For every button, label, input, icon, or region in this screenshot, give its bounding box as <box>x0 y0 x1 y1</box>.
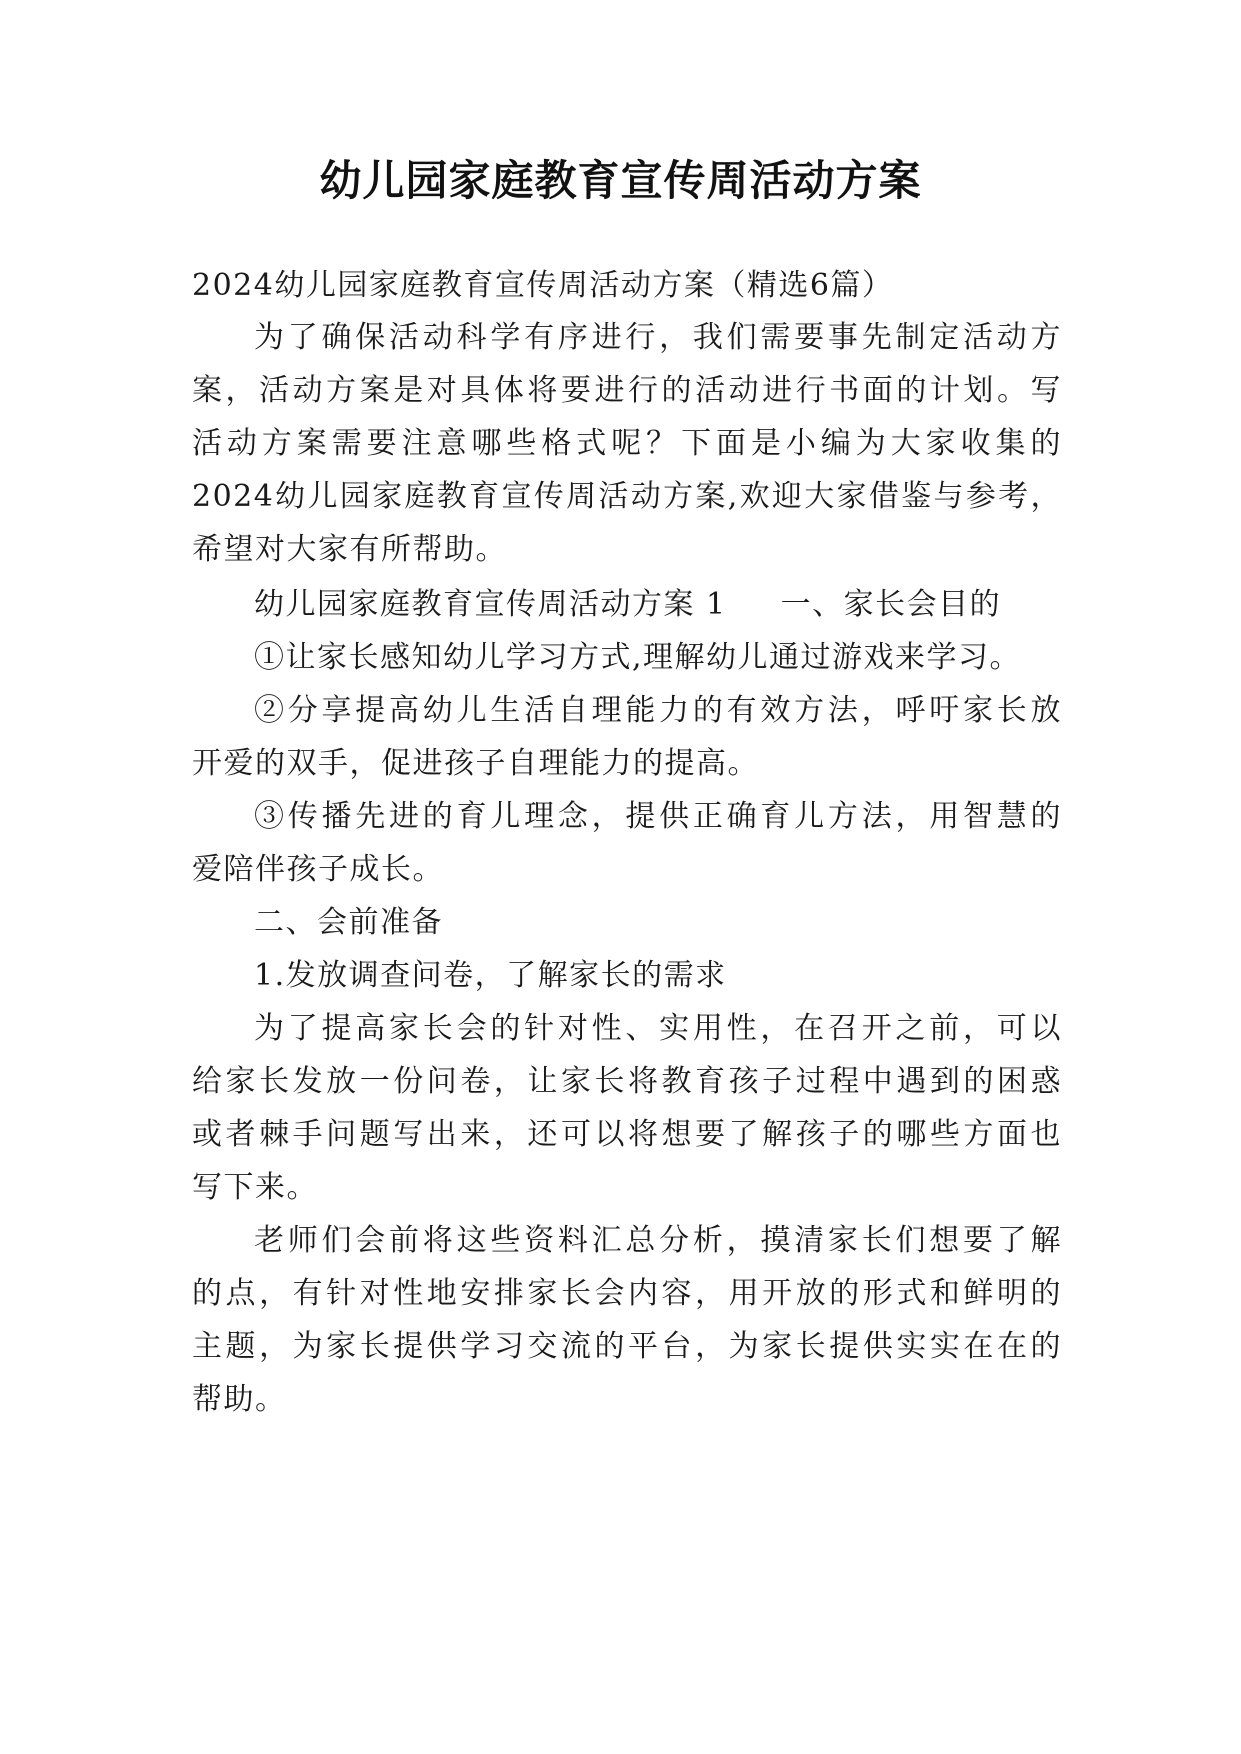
goal-item: ①让家长感知幼儿学习方式,理解幼儿通过游戏来学习。 <box>254 640 1022 675</box>
prep-heading: 二、会前准备 <box>254 905 443 940</box>
paragraph-line: 老师们会前将这些资料汇总分析，摸清家长们想要了解 <box>254 1223 1062 1258</box>
document-title: 幼儿园家庭教育宣传周活动方案 <box>319 156 922 205</box>
goal-item: ②分享提高幼儿生活自理能力的有效方法，呼吁家长放 <box>254 693 1062 728</box>
section-heading <box>254 585 1062 625</box>
prep-item-heading: 1.发放调查问卷，了解家长的需求 <box>254 958 727 993</box>
paragraph-line: 写下来。 <box>192 1170 318 1205</box>
paragraph-line: 为了提高家长会的针对性、实用性，在召开之前，可以 <box>254 1011 1062 1046</box>
paragraph-line: 的点，有针对性地安排家长会内容，用开放的形式和鲜明的 <box>192 1276 1062 1311</box>
intro-line: 活动方案需要注意哪些格式呢？下面是小编为大家收集的 <box>192 426 1062 461</box>
document-subtitle: 2024幼儿园家庭教育宣传周活动方案（精选6篇） <box>192 268 894 303</box>
intro-line: 希望对大家有所帮助。 <box>192 532 507 567</box>
paragraph-line: 或者棘手问题写出来，还可以将想要了解孩子的哪些方面也 <box>192 1117 1062 1152</box>
section1-subheading: 一、家长会目的 <box>780 587 1002 622</box>
paragraph-line: 主题，为家长提供学习交流的平台，为家长提供实实在在的 <box>192 1329 1062 1364</box>
goal-item: ③传播先进的育儿理念，提供正确育儿方法，用智慧的 <box>254 799 1062 834</box>
goal-item: 开爱的双手，促进孩子自理能力的提高。 <box>192 746 759 781</box>
intro-line: 案，活动方案是对具体将要进行的活动进行书面的计划。写 <box>192 373 1062 408</box>
goal-item: 爱陪伴孩子成长。 <box>192 852 444 887</box>
paragraph-line: 帮助。 <box>192 1382 287 1417</box>
paragraph-line: 给家长发放一份问卷，让家长将教育孩子过程中遇到的困惑 <box>192 1064 1062 1099</box>
intro-line: 为了确保活动科学有序进行，我们需要事先制定活动方 <box>254 320 1062 355</box>
intro-line: 2024幼儿园家庭教育宣传周活动方案,欢迎大家借鉴与参考， <box>192 479 1062 514</box>
section1-heading: 幼儿园家庭教育宣传周活动方案 1 <box>254 587 727 622</box>
